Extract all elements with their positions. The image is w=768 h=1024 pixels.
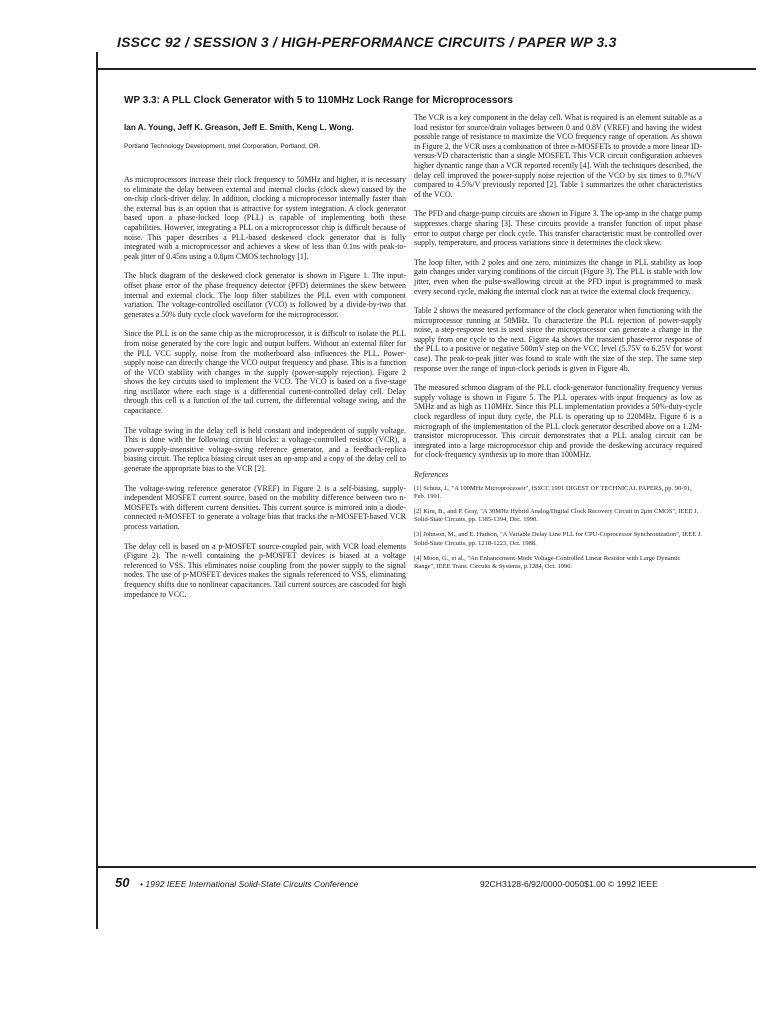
margin-rule (96, 52, 98, 929)
paragraph: Table 2 shows the measured performance of the clock generator when functioning with the microprocessor running at 50MHz. To characterize the PLL rejection of power-supply noise, a step-response test is used since the microprocessor can generate a change in the supply from one cycle to the next. Figure 4a shows the transient phase-error response of the PLL to a positive or negative 500mV step on the VCC level (5.75V to 6.25V for worst case). The peak-to-peak jitter was found to scale with the size of the step. The same step response over the range of input-clock periods is given in Figure 4b. (414, 306, 702, 373)
reference-item: [2] Kim, B., and P. Gray, "A 30MHz Hybrid Analog/Digital Clock Recovery Circuit in 2μm CMOS", IEEE J. Solid-State Circuits, pp. 1385-1394, Dec. 1990. (414, 508, 699, 524)
footer-rule (96, 866, 756, 868)
page-number: 50 (115, 875, 130, 890)
conference-name: • 1992 IEEE International Solid-State Circuits Conference (140, 879, 359, 889)
paragraph: The delay cell is based on a p-MOSFET source-coupled pair, with VCR load elements (Figure 2). The n-well containing the p-MOSFET devices is biased at a voltage referenced to VSS. This eliminates noise coupling from the power supply to the signal nodes. The use of p-MOSFET devices makes the signals referenced to VSS, eliminating frequency shifts due to nonlinear capacitances. Tail current sources are cascoded for high impedance to VCC. (124, 541, 406, 599)
affiliation: Portland Technology Development, Intel Corporation, Portland, OR. (124, 143, 321, 150)
right-column (414, 113, 702, 578)
paragraph: The measured schmoo diagram of the PLL clock-generator functionality frequency versus supply voltage is shown in Figure 5. The PLL operates with input frequency as low as 5MHz and as high as 110MHz. Since this PLL implementation provides a 50%-duty-cycle clock regardless of input duty cycle, the PLL is operating up to 220MHz. Figure 6 is a micrograph of the implementation of the PLL clock generator described above on a 1.2M-transistor microprocessor. This circuit demonstrates that a PLL analog circuit can be integrated into a large microprocessor chip and provide the deskewing accuracy required for clock-frequency synthesis up to more than 100MHz. (414, 383, 702, 460)
paragraph: The loop filter, with 2 poles and one zero, minimizes the change in PLL stability as loop gain changes under varying conditions of the circuit (Figure 3). The PLL is stable with low jitter, even when the pulse-swallowing circuit at the PFD input is programmed to mask every second cycle, making the internal clock run at twice the external clock frequency. (414, 257, 702, 296)
paragraph: The voltage-swing reference generator (VREF) in Figure 2 is a self-biasing, supply-independent MOSFET current source, based on the mobility difference between two n-MOSFETs with different current densities. This current source is mirrored into a diode-connected n-MOSFET to generate a voltage bias that tracks the n-MOSFET-based VCR process variation. (124, 483, 406, 531)
reference-item: [1] Schutz, J., "A 100MHz Microprocessor", ISSCC 1991 DIGEST OF TECHNICAL PAPERS, pp. 90-91, Feb. 1991. (414, 484, 692, 500)
header-rule (96, 68, 756, 70)
session-header: ISSCC 92 / SESSION 3 / HIGH-PERFORMANCE CIRCUITS / PAPER WP 3.3 (117, 34, 617, 50)
author-list: Ian A. Young, Jeff K. Greason, Jeff E. Smith, Keng L. Wong. (124, 123, 354, 132)
paragraph: As microprocessors increase their clock frequency to 50MHz and higher, it is necessary to eliminate the delay between external and internal clocks (clock skew) caused by the on-chip clock-driver delay. In addition, clocking a microprocessor internally faster than the external bus is an option that is attractive for system integration. A clock generator based upon a phase-locked loop (PLL) is capable of implementing both these capabilities. However, integrating a PLL on a microprocessor chip is difficult because of noise. This paper describes a PLL-based deskewed clock generator that is fully integrated with a microprocessor and achieves a skew of less than 0.1ns with peak-to-peak jitter of 0.45ns using a 0.8μm CMOS technology [1]. (124, 175, 406, 261)
paper-title: WP 3.3: A PLL Clock Generator with 5 to 110MHz Lock Range for Microprocessors (124, 95, 513, 106)
reference-item: [4] Moon, G., et al., "An Enhancement-Mode Voltage-Controlled Linear Resistor with Large Dynamic Range", IEEE Trans. Circuits & Systems, p.1284, Oct. 1990. (414, 554, 681, 571)
reference-item: [3] Johnson, M., and E. Hudson, "A Variable Delay Line PLL for CPU-Coprocessor Synchronization", IEEE J. Solid-State Circuits, pp. 1218-1223, Oct. 1988. (414, 531, 703, 547)
paragraph: The block diagram of the deskewed clock generator is shown in Figure 1. The input-offset phase error of the phase frequency detector (PFD) determines the skew between internal and external clock. The loop filter stabilizes the PLL even with component variation. The voltage-controlled oscillator (VCO) is followed by a divide-by-two that generates a 50% duty cycle clock waveform for the microprocessor. (124, 271, 406, 319)
copyright-code: 92CH3128-6/92/0000-0050$1.00 © 1992 IEEE (480, 879, 658, 889)
left-column (124, 175, 406, 609)
references-heading: References (414, 470, 449, 479)
paragraph: The VCR is a key component in the delay cell. What is required is an element suitable as a load resistor for source/drain voltages between 0 and 0.8V (VREF) and having the widest possible range of resistance to maximize the VCO frequency range of operation. As shown in Figure 2, the VCR uses a combination of three n-MOSFETs to provide a more linear ID-versus-VD characteristic than a single MOSFET. This VCR circuit configuration achieves higher dynamic range than a VCR reported recently [4]. With the techniques described, the delay cell improved the power-supply noise rejection of the VCO by six times to 0.7%/V compared to 4.5%/V previously reported [2]. Table 1 summarizes the other characteristics of the VCO. (414, 113, 702, 199)
paragraph: Since the PLL is on the same chip as the microprocessor, it is difficult to isolate the PLL from noise generated by the core logic and output buffers. Without an external filter for the PLL VCC supply, noise from the motherboard also influences the PLL. Power-supply noise can directly change the VCO output frequency and phase. This is a function of the VCO stability with changes in the supply (power-supply rejection). Figure 2 shows the key circuits used to implement the VCO. The VCO is based on a five-stage ring oscillator where each stage is a differential current-controlled delay cell. Delay through this cell is a function of the tail current, the differential voltage swing, and the capacitance. (124, 329, 406, 416)
paragraph: The voltage swing in the delay cell is held constant and independent of supply voltage. This is done with the following circuit blocks: a voltage-controlled resistor (VCR), a power-supply-insensitive voltage-swing reference generator, and a feedback-replica biasing circuit. The replica biasing circuit uses an op-amp and a copy of the delay cell to generate the appropriate bias to the VCR [2]. (124, 425, 406, 474)
paragraph: The PFD and charge-pump circuits are shown in Figure 3. The op-amp in the charge pump suppresses charge sharing [3]. These circuits provide a transfer function of input phase error to output charge per clock cycle. This transfer characteristic must be controlled over supply, temperature, and process variations since it determines the clock skew. (414, 209, 702, 248)
